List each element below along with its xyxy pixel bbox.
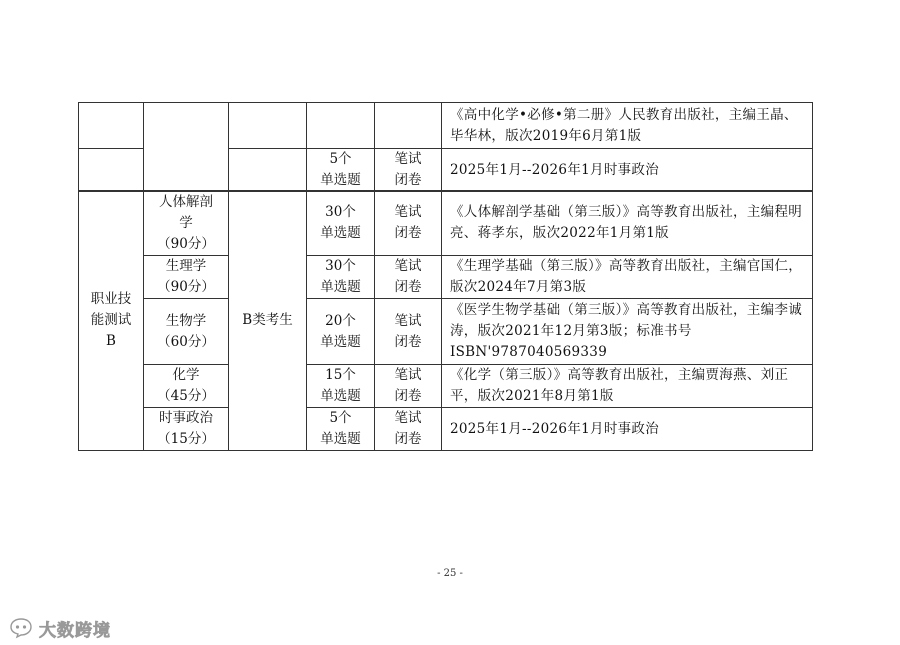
subject-score: （90分） [157, 279, 215, 295]
subject-cell [144, 191, 229, 256]
source-text: 《生理学基础（第三版）》高等教育出版社，主编官国仁，版次2024年7月第3版 [450, 258, 803, 295]
candidate-type: B类考生 [242, 312, 293, 328]
question-type: 单选题 [320, 333, 361, 350]
mode-cell [375, 408, 442, 451]
exam-mode: 笔试 [394, 204, 422, 220]
source-cell [442, 103, 813, 149]
question-type: 单选题 [320, 279, 361, 295]
table-row [79, 365, 813, 408]
group-label-line: 能测试 [90, 312, 132, 328]
exam-content-table [78, 102, 813, 192]
question-count: 5个 [329, 410, 352, 426]
source-text: 《高中化学•必修•第二册》人民教育出版社，主编王晶、毕华林，版次2019年6月第1版 [450, 106, 798, 144]
source-cell [442, 365, 813, 408]
source-text: 《人体解剖学基础（第三版）》高等教育出版社，主编程明亮、蒋孝东，版次2022年1月第1版 [450, 204, 803, 241]
group-cell-top [79, 103, 144, 149]
count-cell [307, 365, 375, 408]
source-text: 《医学生物学基础（第三版）》高等教育出版社，主编李诚涛，版次2021年12月第3版；标准书号ISBN'9787040569339 [450, 302, 803, 360]
subject-name: 化学 [172, 367, 200, 383]
subject-cell [144, 299, 229, 365]
subject-name-cont: 学 [179, 214, 193, 231]
mode-cell [375, 103, 442, 149]
watermark [8, 616, 111, 640]
subject-name: 时事政治 [159, 410, 213, 426]
question-type: 单选题 [320, 388, 361, 404]
table-row [79, 256, 813, 299]
subject-name: 生物学 [165, 312, 207, 329]
count-cell [307, 191, 375, 256]
chat-bubble-logo-icon [8, 617, 34, 639]
question-count: 15个 [325, 367, 356, 383]
subject-cell [144, 256, 229, 299]
subject-cell-blank [144, 103, 229, 192]
exam-mode: 笔试 [394, 410, 422, 426]
question-type: 单选题 [320, 225, 361, 241]
exam-content-table-group-b [78, 190, 813, 451]
subject-cell [144, 408, 229, 451]
exam-mode: 笔试 [394, 312, 422, 329]
source-text: 2025年1月--2026年1月时事政治 [450, 420, 660, 437]
group-label-line: 职业技 [90, 291, 132, 307]
exam-mode: 笔试 [394, 367, 422, 383]
question-count: 20个 [325, 312, 356, 329]
exam-closed: 闭卷 [394, 172, 422, 188]
group-label-cell [79, 191, 144, 451]
subject-score: （90分） [157, 235, 215, 252]
source-cell [442, 191, 813, 256]
exam-closed: 闭卷 [394, 225, 422, 241]
subject-score: （15分） [157, 431, 215, 447]
page-number: - 25 - [437, 568, 463, 579]
count-cell [307, 408, 375, 451]
subject-score: （45分） [157, 388, 215, 404]
table-row [79, 103, 813, 149]
exam-mode: 笔试 [394, 258, 422, 274]
table-row [79, 408, 813, 451]
exam-closed: 闭卷 [394, 333, 422, 350]
exam-mode: 笔试 [394, 151, 422, 167]
mode-cell [375, 149, 442, 192]
count-cell [307, 149, 375, 192]
table-row [79, 299, 813, 365]
candidate-cell-top-cont [229, 149, 307, 192]
exam-closed: 闭卷 [394, 388, 422, 404]
watermark-text: 大数跨境 [39, 620, 111, 641]
mode-cell [375, 365, 442, 408]
mode-cell [375, 299, 442, 365]
question-count: 30个 [325, 258, 356, 274]
count-cell [307, 103, 375, 149]
source-cell [442, 149, 813, 192]
source-text: 《化学（第三版）》高等教育出版社，主编贾海燕、刘正平，版次2021年8月第1版 [450, 367, 789, 404]
mode-cell [375, 191, 442, 256]
source-cell [442, 256, 813, 299]
subject-name: 人体解剖 [159, 193, 213, 210]
question-type: 单选题 [320, 172, 361, 188]
exam-closed: 闭卷 [394, 431, 422, 447]
source-cell [442, 299, 813, 365]
question-type: 单选题 [320, 431, 361, 447]
count-cell [307, 299, 375, 365]
mode-cell [375, 256, 442, 299]
question-count: 5个 [329, 151, 352, 167]
candidate-type-cell [229, 191, 307, 451]
exam-closed: 闭卷 [394, 279, 422, 295]
source-cell [442, 408, 813, 451]
subject-score: （60分） [157, 333, 215, 350]
table-row [79, 191, 813, 256]
source-text: 2025年1月--2026年1月时事政治 [450, 161, 660, 178]
question-count: 30个 [325, 204, 356, 220]
candidate-cell-top [229, 103, 307, 149]
group-label-line: B [106, 333, 116, 349]
count-cell [307, 256, 375, 299]
subject-name: 生理学 [165, 258, 207, 274]
subject-cell [144, 365, 229, 408]
group-cell-top-cont [79, 149, 144, 192]
